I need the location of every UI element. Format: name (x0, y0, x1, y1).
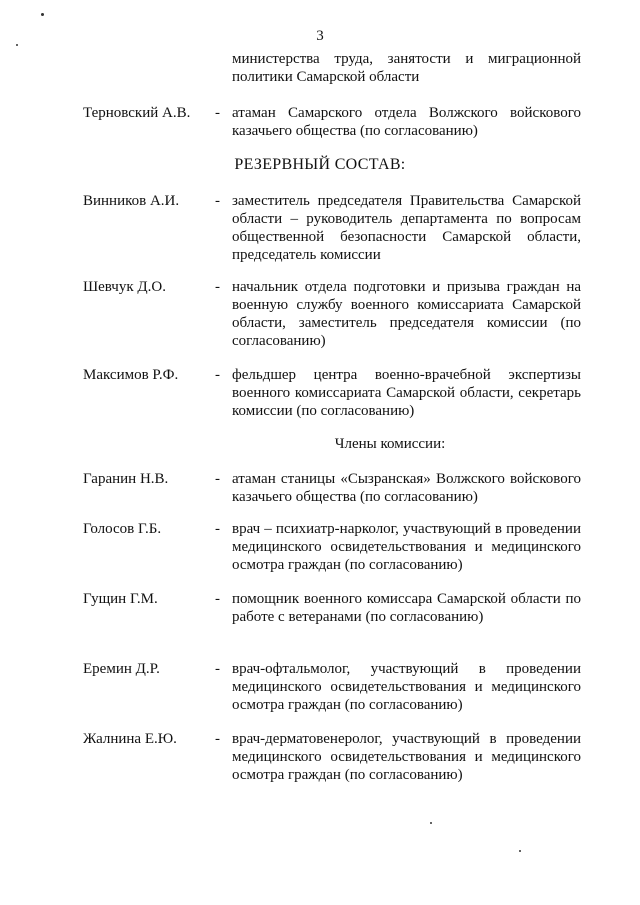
separator-dash: - (215, 193, 220, 209)
member-position: заместитель председателя Правительства Самарской области – руководитель департамента по вопросам общественной безопасности Самарской области, председатель комиссии (232, 193, 581, 263)
page-number: 3 (316, 28, 324, 44)
member-position: врач-офтальмолог, участвующий в проведении медицинского освидетельствования и медицинского осмотра граждан (по согласованию) (232, 661, 581, 713)
member-position: атаман Самарского отдела Волжского войскового казачьего общества (по согласованию) (232, 105, 581, 139)
member-position: начальник отдела подготовки и призыва граждан на военную службу военного комиссариата Самарской области, заместитель председателя комиссии (по согласованию) (232, 279, 581, 349)
separator-dash: - (215, 105, 220, 121)
separator-dash: - (215, 591, 220, 607)
member-name: Голосов Г.Б. (83, 521, 162, 537)
member-name: Гаранин Н.В. (83, 471, 169, 487)
scan-speck (41, 13, 44, 16)
separator-dash: - (215, 521, 220, 537)
members-heading: Члены комиссии: (334, 436, 446, 452)
separator-dash: - (215, 661, 220, 677)
separator-dash: - (215, 367, 220, 383)
scan-speck (519, 850, 521, 852)
member-name: Шевчук Д.О. (83, 279, 166, 295)
member-name: Жалнина Е.Ю. (83, 731, 177, 747)
member-position: врач-дерматовенеролог, участвующий в проведении медицинского освидетельствования и медицинского осмотра граждан (по согласованию) (232, 731, 581, 783)
separator-dash: - (215, 471, 220, 487)
member-position: врач – психиатр-нарколог, участвующий в проведении медицинского освидетельствования и медицинского осмотра граждан (по согласованию) (232, 521, 581, 573)
separator-dash: - (215, 731, 220, 747)
member-position: атаман станицы «Сызранская» Волжского войскового казачьего общества (по согласованию) (232, 471, 581, 505)
continuation-text: министерства труда, занятости и миграционной политики Самарской области (232, 51, 581, 85)
member-name: Максимов Р.Ф. (83, 367, 179, 383)
member-name: Терновский А.В. (83, 105, 191, 121)
member-position: фельдшер центра военно-врачебной экспертизы военного комиссариата Самарской области, секретарь комиссии (по согласованию) (232, 367, 581, 419)
reserve-heading: РЕЗЕРВНЫЙ СОСТАВ: (234, 156, 406, 173)
separator-dash: - (215, 279, 220, 295)
scan-speck (430, 822, 432, 824)
member-name: Винников А.И. (83, 193, 180, 209)
member-position: помощник военного комиссара Самарской области по работе с ветеранами (по согласованию) (232, 591, 581, 625)
member-name: Еремин Д.Р. (83, 661, 160, 677)
member-name: Гущин Г.М. (83, 591, 158, 607)
